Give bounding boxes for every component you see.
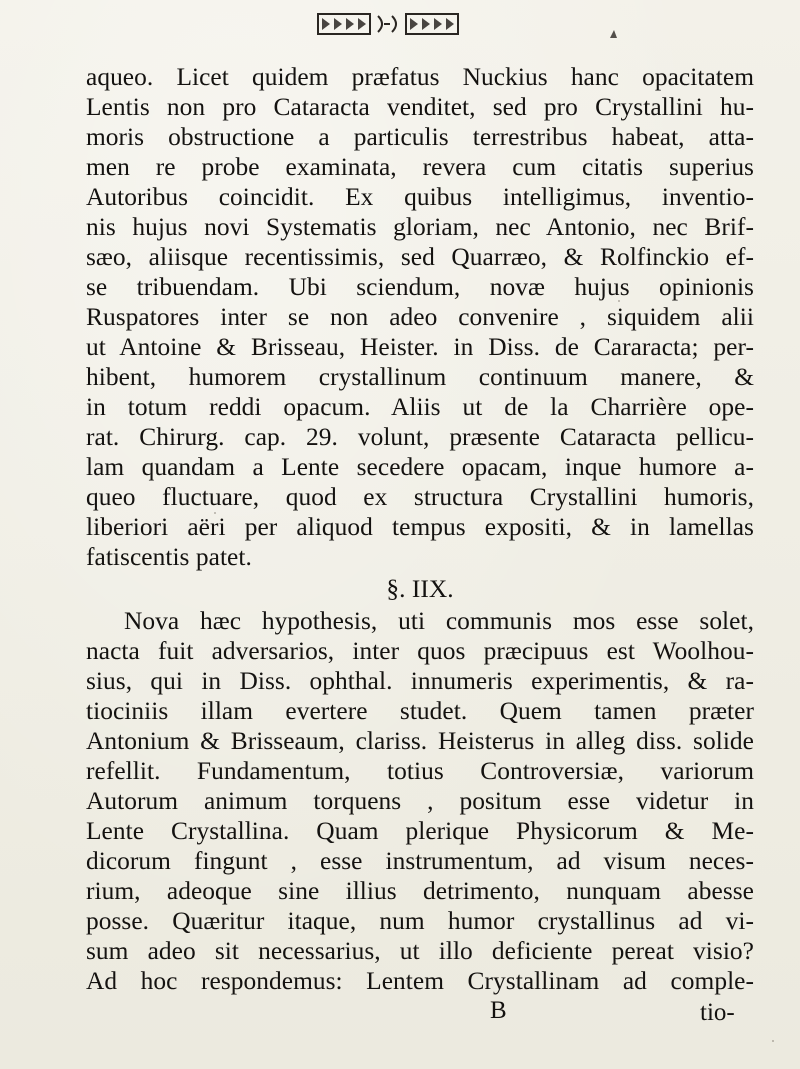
text-line: Autorum animum torquens , positum esse videtur in: [86, 787, 754, 815]
text-line: nacta fuit adversarios, inter quos præcipuus est Woolhou-: [86, 637, 754, 665]
text-line: rat. Chirurg. cap. 29. volunt, præsente Cataracta pellicu-: [86, 423, 754, 451]
text-line: moris obstructione a particulis terrestribus habeat, atta-: [86, 123, 754, 151]
text-line: dicorum fingunt , esse instrumentum, ad visum neces-: [86, 847, 754, 875]
text-line: Ruspatores inter se non adeo convenire , siquidem alii: [86, 303, 754, 331]
text-line: sum adeo sit necessarius, ut illo deficiente pereat visio?: [86, 937, 754, 965]
text-line: in totum reddi opacum. Aliis ut de la Charrière ope-: [86, 393, 754, 421]
text-line: hibent, humorem crystallinum continuum manere, &: [86, 363, 754, 391]
text-line: se tribuendam. Ubi sciendum, novæ hujus opinionis: [86, 273, 754, 301]
section-heading: §. IIX.: [386, 575, 454, 603]
header-ornament: [0, 4, 800, 42]
text-line: fatiscentis patet.: [86, 543, 252, 571]
text-line: liberiori aëri per aliquod tempus expositi, & in lamellas: [86, 513, 754, 541]
text-line: queo fluctuare, quod ex structura Crystallini humoris,: [86, 483, 754, 511]
catchword: tio-: [700, 999, 735, 1026]
text-line: rium, adeoque sine illius detrimento, nunquam abesse: [86, 877, 754, 905]
text-line: nis hujus novi Systematis gloriam, nec Antonio, nec Brif-: [86, 213, 754, 241]
text-line: Lente Crystallina. Quam plerique Physicorum & Me-: [86, 817, 754, 845]
signature-mark: B: [490, 997, 507, 1024]
text-line: Autoribus coincidit. Ex quibus intelligimus, inventio-: [86, 183, 754, 211]
text-line: men re probe examinata, revera cum citatis superius: [86, 153, 754, 181]
paper-speck: [772, 1040, 774, 1042]
text-line: posse. Quæritur itaque, num humor crystallinus ad vi-: [86, 907, 754, 935]
text-line: refellit. Fundamentum, totius Controversiæ, variorum: [86, 757, 754, 785]
text-line: tiociniis illam evertere studet. Quem tamen præter: [86, 697, 754, 725]
paper-speck: [214, 512, 216, 514]
text-line: Antonium & Brisseaum, clariss. Heisterus in alleg diss. solide: [86, 727, 754, 755]
text-line: Nova hæc hypothesis, uti communis mos esse solet,: [124, 607, 754, 635]
text-line: aqueo. Licet quidem præfatus Nuckius hanc opacitatem: [86, 63, 754, 91]
text-line: sius, qui in Diss. ophthal. innumeris experimentis, & ra-: [86, 667, 754, 695]
paper-speck: [618, 300, 620, 302]
text-line: lam quandam a Lente secedere opacam, inque humore a-: [86, 453, 754, 481]
text-line: Lentis non pro Cataracta venditet, sed pro Crystallini hu-: [86, 93, 754, 121]
text-line: sæo, aliisque recentissimis, sed Quarræo, & Rolfinckio ef-: [86, 243, 754, 271]
text-line: Ad hoc respondemus: Lentem Crystallinam ad comple-: [86, 967, 754, 995]
ornamental-headband-icon: [0, 4, 800, 42]
text-line: ut Antoine & Brisseau, Heister. in Diss. de Cararacta; per-: [86, 333, 754, 361]
